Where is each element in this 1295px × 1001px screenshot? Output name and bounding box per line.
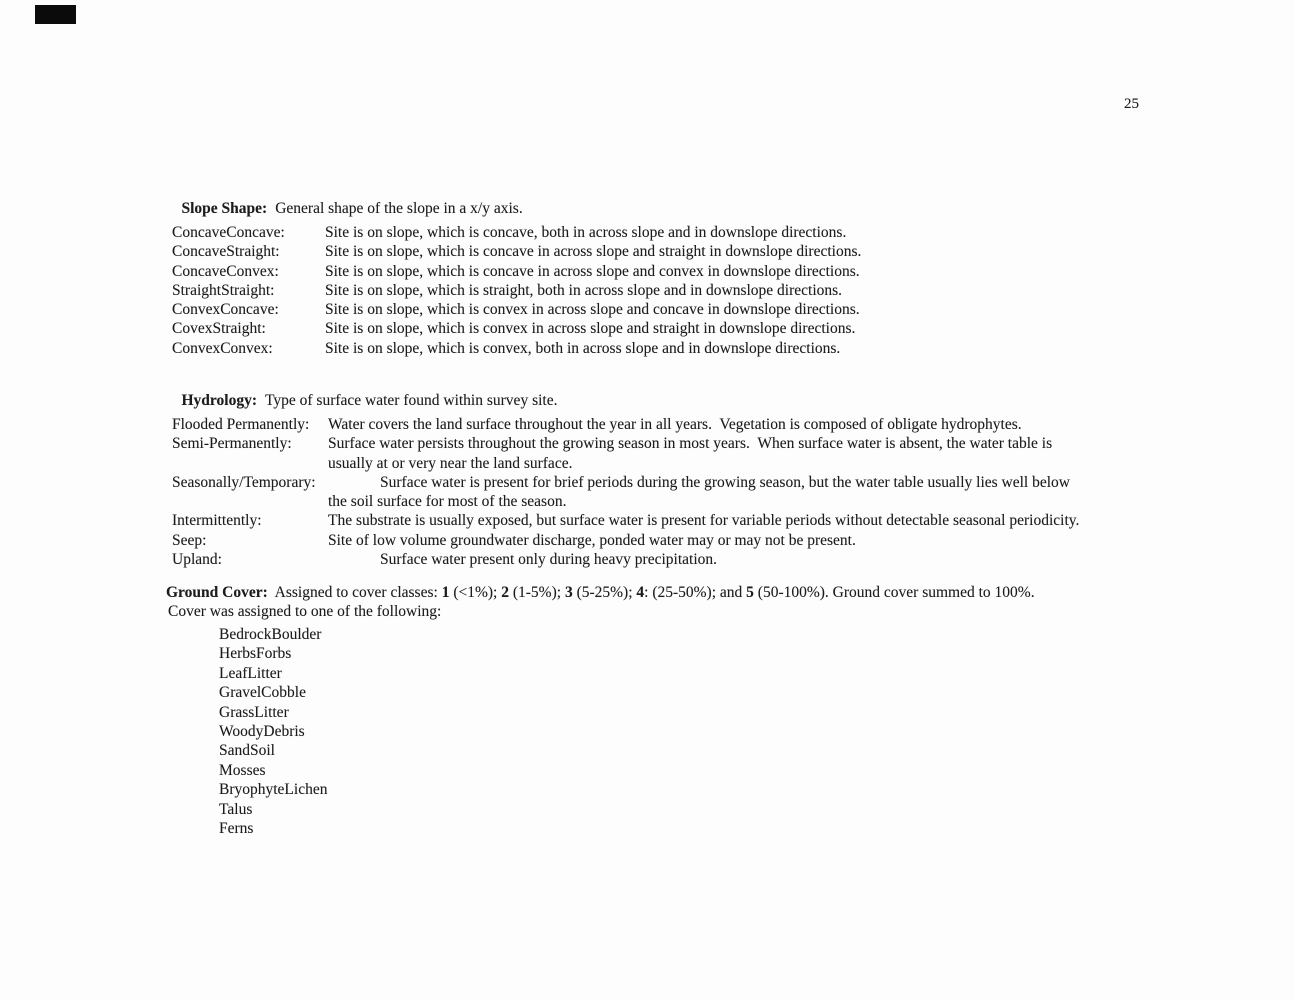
ground-cover-item: SandSoil xyxy=(219,742,275,760)
ground-cover-heading-bold-segment: 5 xyxy=(746,584,754,601)
ground-cover-heading xyxy=(166,584,1035,602)
hydrology-term-label: Semi-Permanently: xyxy=(172,435,292,453)
slope-shape-heading-text: General shape of the slope in a x/y axis. xyxy=(275,200,523,217)
slope-definition-row xyxy=(172,339,1232,358)
hydrology-heading-text: Type of surface water found within survey site. xyxy=(265,392,558,409)
hydrology-term-description xyxy=(328,473,1252,512)
ground-cover-item: GrassLitter xyxy=(219,703,289,721)
hydrology-definition-row xyxy=(172,415,1252,434)
ground-cover-item: BryophyteLichen xyxy=(219,781,328,799)
slope-term-description xyxy=(325,300,1232,319)
slope-term-description xyxy=(325,339,1232,358)
ground-cover-subheading: Cover was assigned to one of the following: xyxy=(168,603,442,620)
slope-term-label: CovexStraight: xyxy=(172,320,266,338)
ground-cover-heading-bold-segment: 3 xyxy=(564,584,573,601)
hydrology-term-label: Seasonally/Temporary: xyxy=(172,473,316,491)
slope-definition-row xyxy=(172,223,1232,242)
ground-cover-heading-bold-segment: 1 xyxy=(441,584,450,601)
slope-definition-row xyxy=(172,300,1232,319)
page-number: 25 xyxy=(1124,96,1139,112)
slope-term-label: ConcaveConcave: xyxy=(172,224,285,241)
slope-term-label: ConcaveConvex: xyxy=(172,262,279,280)
hydrology-term-label: Flooded Permanently: xyxy=(172,416,310,433)
slope-term-description-line: Site is on slope, which is concave in across slope and straight in downslope directions. xyxy=(325,243,862,261)
slope-term-description-line: Site is on slope, which is concave, both in across slope and in downslope directions. xyxy=(325,224,847,241)
hydrology-term-description-line: Site of low volume groundwater discharge, ponded water may or may not be present. xyxy=(328,531,856,549)
ground-cover-item: Mosses xyxy=(219,761,266,779)
slope-term-description-line: Site is on slope, which is concave in across slope and convex in downslope directions. xyxy=(325,262,860,280)
slope-term-description xyxy=(325,262,1232,281)
hydrology-term-description xyxy=(328,434,1252,473)
slope-term-description xyxy=(325,223,1232,242)
slope-definition-row xyxy=(172,281,1232,300)
hydrology-term-description xyxy=(328,511,1252,530)
hydrology-term-description-line: The substrate is usually exposed, but surface water is present for variable periods without detectable seasonal periodicity. xyxy=(328,512,1080,530)
hydrology-term-label: Upland: xyxy=(172,551,222,569)
slope-term-description-line: Site is on slope, which is straight, both in across slope and in downslope directions. xyxy=(325,281,843,299)
slope-term-label: StraightStraight: xyxy=(172,281,275,299)
ground-cover-heading-segment: Assigned to cover classes: xyxy=(267,584,442,601)
hydrology-term-description-line: Surface water persists throughout the growing season in most years. When surface water is absent, the water table is xyxy=(328,435,1053,453)
ground-cover-item: BedrockBoulder xyxy=(219,626,322,643)
ground-cover-item: GravelCobble xyxy=(219,684,306,702)
ground-cover-item: HerbsForbs xyxy=(219,645,292,663)
ground-cover-heading-bold-segment: 2 xyxy=(501,584,509,601)
hydrology-term-description-line: Water covers the land surface throughout the year in all years. Vegetation is composed of obligate hydrophytes. xyxy=(328,416,1022,433)
hydrology-definition-row xyxy=(172,511,1252,530)
ground-cover-heading-segment: (50-100%). Ground cover summed to 100%. xyxy=(753,584,1035,601)
hydrology-term-description xyxy=(328,550,1252,569)
ground-cover-item: Talus xyxy=(219,800,253,818)
ground-cover-item: LeafLitter xyxy=(219,664,282,682)
slope-definition-row xyxy=(172,262,1232,281)
hydrology-term-description-line: the soil surface for most of the season. xyxy=(328,493,567,511)
slope-term-description-line: Site is on slope, which is convex in across slope and straight in downslope directions. xyxy=(325,320,856,338)
hydrology-term-description xyxy=(328,531,1252,550)
hydrology-definition-row xyxy=(172,531,1252,550)
ground-cover-list xyxy=(219,625,327,838)
hydrology-definition-list xyxy=(172,415,1252,569)
slope-term-description xyxy=(325,242,1232,261)
hydrology-term-label: Seep: xyxy=(172,531,207,549)
ground-cover-heading-bold-segment: Ground Cover: xyxy=(166,584,268,601)
slope-shape-definition-list xyxy=(172,223,1232,358)
slope-definition-row xyxy=(172,242,1232,261)
hydrology-term-description-line: usually at or very near the land surface. xyxy=(328,454,573,472)
hydrology-term-label: Intermittently: xyxy=(172,512,262,530)
scan-artifact-mark xyxy=(35,5,76,24)
slope-term-description-line: Site is on slope, which is convex, both in across slope and in downslope directions. xyxy=(325,339,841,357)
hydrology-heading-label: Hydrology: xyxy=(181,392,257,409)
ground-cover-heading-bold-segment: 4 xyxy=(636,584,645,601)
hydrology-term-description-line: Surface water is present for brief periods during the growing season, but the water table usually lies well below xyxy=(380,473,1070,491)
ground-cover-heading-segment: (<1%); xyxy=(449,584,502,601)
hydrology-definition-row xyxy=(172,434,1252,473)
slope-term-description xyxy=(325,319,1232,338)
hydrology-term-description-line: Surface water present only during heavy precipitation. xyxy=(380,551,718,569)
slope-term-label: ConvexConvex: xyxy=(172,339,273,357)
slope-term-description-line: Site is on slope, which is convex in across slope and concave in downslope directions. xyxy=(325,301,860,319)
ground-cover-heading-segment: (5-25%); xyxy=(572,584,637,601)
ground-cover-item: Ferns xyxy=(219,820,254,838)
slope-shape-heading-label: Slope Shape: xyxy=(181,200,268,217)
ground-cover-heading-segment: : (25-50%); and xyxy=(644,584,747,601)
ground-cover-item: WoodyDebris xyxy=(219,723,305,741)
hydrology-term-description xyxy=(328,415,1252,434)
hydrology-definition-row xyxy=(172,550,1252,569)
ground-cover-heading-segment: (1-5%); xyxy=(508,584,565,601)
hydrology-definition-row xyxy=(172,473,1252,512)
slope-term-description xyxy=(325,281,1232,300)
slope-definition-row xyxy=(172,319,1232,338)
slope-term-label: ConvexConcave: xyxy=(172,301,279,319)
slope-term-label: ConcaveStraight: xyxy=(172,243,280,261)
